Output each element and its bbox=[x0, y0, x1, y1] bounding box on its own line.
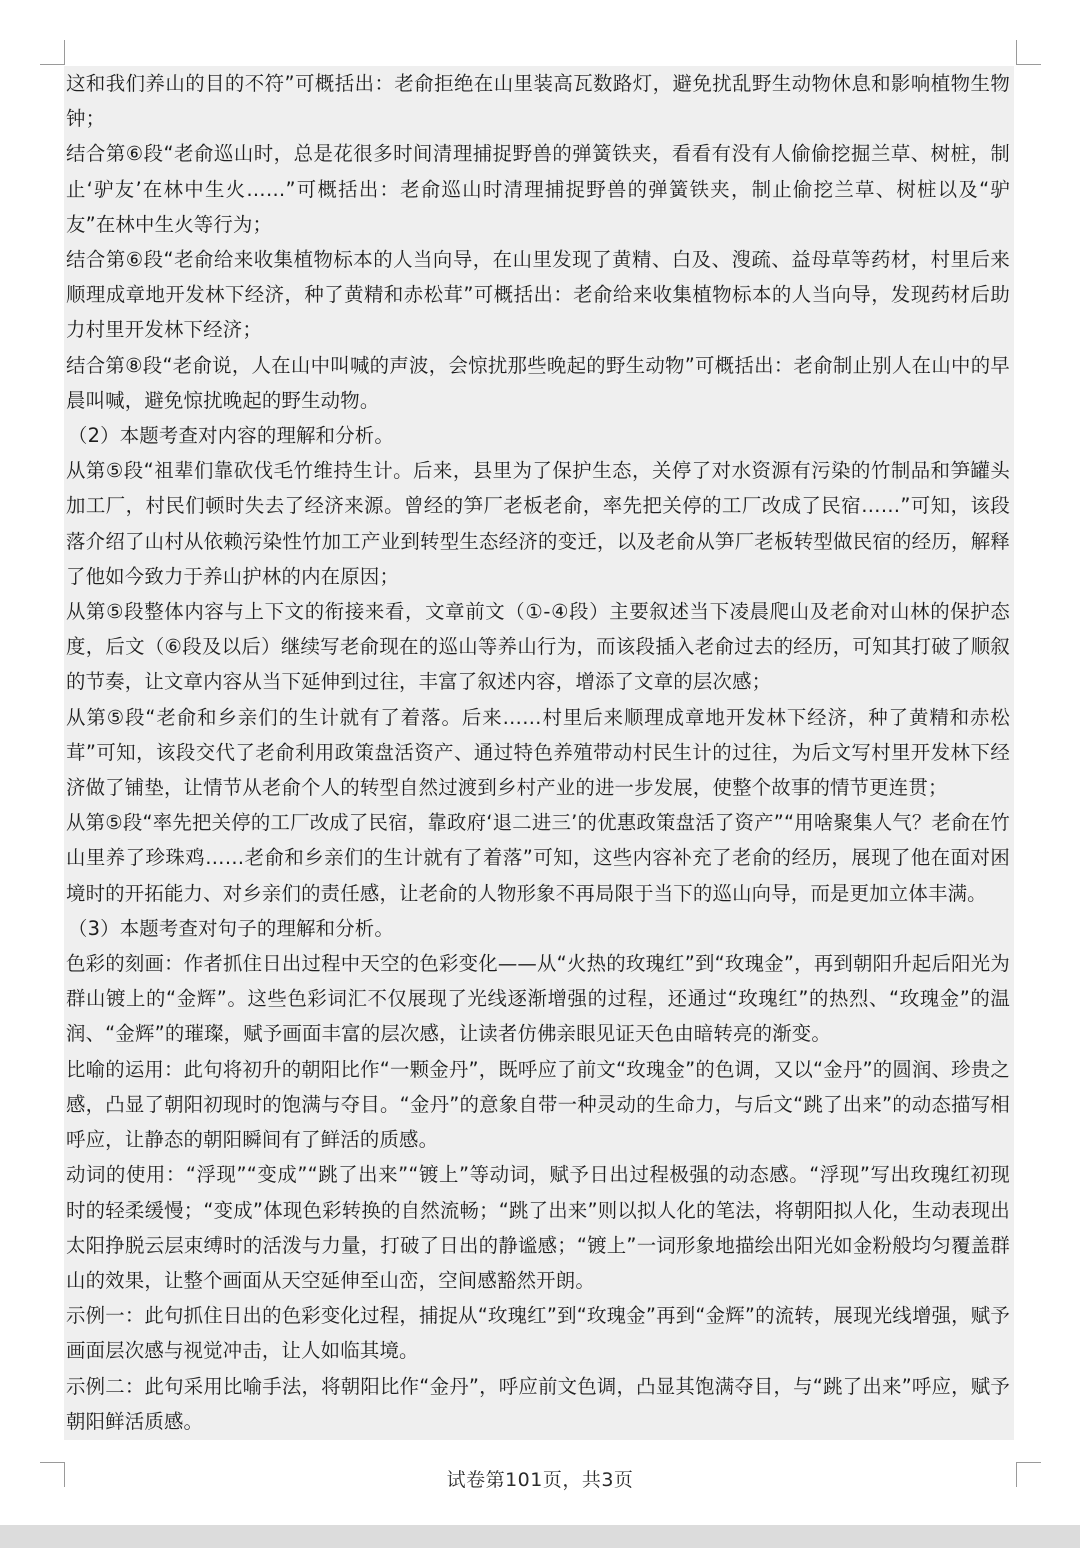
paragraph-q3-metaphor: 比喻的运用：此句将初升的朝阳比作“一颗金丹”，既呼应了前文“玫瑰金”的色调，又以“金丹”的圆润、珍贵之感，凸显了朝阳初现时的饱满与夺目。“金丹”的意象自带一种灵动的生命力，与后文“跳了出来”的动态描写相呼应，让静态的朝阳瞬间有了鲜活的质感。 bbox=[66, 1057, 1010, 1152]
question-2-heading: （2）本题考查对内容的理解和分析。 bbox=[68, 424, 394, 448]
paragraph-summary-patrol: 结合第⑥段“老俞巡山时，总是花很多时间清理捕捉野兽的弹簧铁夹，看看有没有人偷偷挖掘兰草、树桩，制止‘驴友’在林中生火……”可概括出：老俞巡山时清理捕捉野兽的弹簧铁夹，制止偷挖兰草、树桩以及“驴友”在林中生火等行为； bbox=[66, 142, 1010, 236]
page-bottom-gutter bbox=[0, 1525, 1080, 1548]
paragraph-example-one: 示例一：此句抓住日出的色彩变化过程，捕捉从“玫瑰红”到“玫瑰金”再到“金辉”的流转，展现光线增强，赋予画面层次感与视觉冲击，让人如临其境。 bbox=[66, 1304, 1010, 1363]
question-3-heading: （3）本题考查对句子的理解和分析。 bbox=[68, 916, 394, 940]
paragraph-summary-lights: 这和我们养山的目的不符”可概括出：老俞拒绝在山里装高瓦数路灯，避免扰乱野生动物休息和影响植物生物钟； bbox=[66, 72, 1010, 131]
paragraph-q3-color: 色彩的刻画：作者抓住日出过程中天空的色彩变化——从“火热的玫瑰红”到“玫瑰金”，再到朝阳升起后阳光为群山镀上的“金辉”。这些色彩词汇不仅展现了光线逐渐增强的过程，还通过“玫瑰红”的热烈、“玫瑰金”的温润、“金辉”的璀璨，赋予画面丰富的层次感，让读者仿佛亲眼见证天色由暗转亮的渐变。 bbox=[66, 952, 1010, 1046]
paragraph-summary-shouting: 结合第⑧段“老俞说，人在山中叫喊的声波，会惊扰那些晚起的野生动物”可概括出：老俞制止别人在山中的早晨叫喊，避免惊扰晚起的野生动物。 bbox=[66, 353, 1010, 412]
crop-mark-top-right bbox=[1016, 40, 1041, 65]
crop-mark-top-left bbox=[40, 40, 65, 65]
paragraph-q2-background: 从第⑤段“祖辈们靠砍伐毛竹维持生计。后来，县里为了保护生态，关停了对水资源有污染的竹制品和笋罐头加工厂，村民们顿时失去了经济来源。曾经的笋厂老板老俞，率先把关停的工厂改成了民宿……”可知，该段落介绍了山村从依赖污染性竹加工产业到转型生态经济的变迁，以及老俞从笋厂老板转型做民宿的经历，解释了他如今致力于养山护林的内在原因； bbox=[66, 459, 1010, 588]
paragraph-q3-verbs: 动词的使用：“浮现”“变成”“跳了出来”“镀上”等动词，赋予日出过程极强的动态感。“浮现”写出玫瑰红初现时的轻柔缓慢；“变成”体现色彩转换的自然流畅；“跳了出来”则以拟人化的笔法，将朝阳拟人化，生动表现出太阳挣脱云层束缚时的活泼与力量，打破了日出的静谧感；“镀上”一词形象地描绘出阳光如金粉般均匀覆盖群山的效果，让整个画面从天空延伸至山峦，空间感豁然开朗。 bbox=[66, 1163, 1010, 1292]
paragraph-q2-character: 从第⑤段“率先把关停的工厂改成了民宿，靠政府‘退二进三’的优惠政策盘活了资产”“用啥聚集人气？老俞在竹山里养了珍珠鸡……老俞和乡亲们的生计就有了着落”可知，这些内容补充了老俞的经历，展现了他在面对困境时的开拓能力、对乡亲们的责任感，让老俞的人物形象不再局限于当下的巡山向导，而是更加立体丰满。 bbox=[66, 811, 1010, 905]
paragraph-q2-structure: 从第⑤段整体内容与上下文的衔接来看，文章前文（①-④段）主要叙述当下凌晨爬山及老俞对山林的保护态度，后文（⑥段及以后）继续写老俞现在的巡山等养山行为，而该段插入老俞过去的经历，可知其打破了顺叙的节奏，让文章内容从当下延伸到过往，丰富了叙述内容，增添了文章的层次感； bbox=[66, 600, 1010, 694]
paragraph-q2-foreshadow: 从第⑤段“老俞和乡亲们的生计就有了着落。后来……村里后来顺理成章地开发林下经济，种了黄精和赤松茸”可知，该段交代了老俞利用政策盘活资产、通过特色养殖带动村民生计的过往，为后文写村里开发林下经济做了铺垫，让情节从老俞个人的转型自然过渡到乡村产业的进一步发展，使整个故事的情节更连贯； bbox=[66, 705, 1010, 800]
paragraph-example-two: 示例二：此句采用比喻手法，将朝阳比作“金丹”，呼应前文色调，凸显其饱满夺目，与“跳了出来”呼应，赋予朝阳鲜活质感。 bbox=[66, 1374, 1010, 1433]
paragraph-summary-guide: 结合第⑥段“老俞给来收集植物标本的人当向导，在山里发现了黄精、白及、溲疏、益母草等药材，村里后来顺理成章地开发林下经济，种了黄精和赤松茸”可概括出：老俞给来收集植物标本的人当向导，发现药材后助力村里开发林下经济； bbox=[66, 248, 1010, 342]
page-number-footer: 试卷第101页，共3页 bbox=[446, 1469, 634, 1491]
answer-text-block bbox=[64, 66, 1014, 1440]
